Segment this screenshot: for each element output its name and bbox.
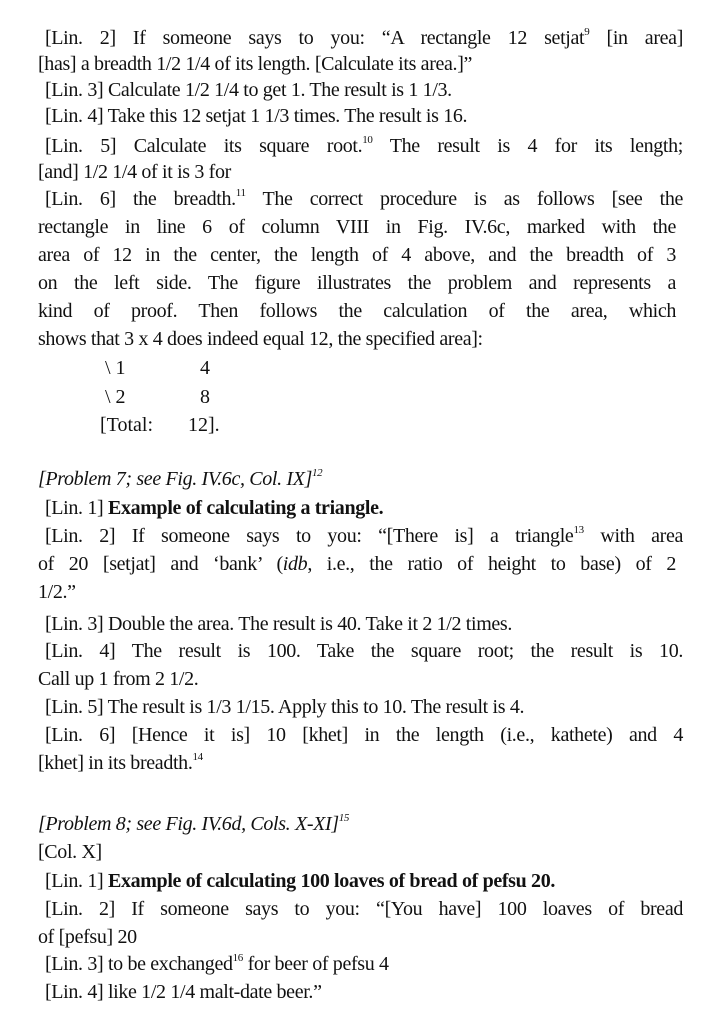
italic-term: idb <box>282 553 308 575</box>
text-line <box>45 26 683 50</box>
text-span: [Lin. 3] to be exchanged <box>45 953 233 975</box>
text-line: [Lin. 4] The result is 100. Take the square root; the result is 10. <box>45 640 683 662</box>
text-line: [and] 1/2 1/4 of it is 3 for <box>38 161 231 183</box>
table-cell: 12]. <box>188 414 220 436</box>
table-cell: \ 2 <box>105 386 126 408</box>
text-span: [Lin. 6] the breadth. <box>45 188 236 210</box>
text-line: [Lin. 3] Calculate 1/2 1/4 to get 1. The result is 1 1/3. <box>45 79 452 101</box>
table-cell: 8 <box>200 386 210 408</box>
text-line: [Lin. 3] Double the area. The result is 40. Take it 2 1/2 times. <box>45 613 513 635</box>
heading-text: [Problem 7; see Fig. IV.6c, Col. IX] <box>38 468 313 490</box>
text-line: [has] a breadth 1/2 1/4 of its length. [Calculate its area.]” <box>38 53 473 75</box>
footnote-ref: 14 <box>192 751 203 763</box>
text-line: [Lin. 2] If someone says to you: “[You have] 100 loaves of bread <box>45 898 683 920</box>
text-span: The result is 4 for its length; <box>372 135 683 157</box>
text-line <box>45 952 389 976</box>
text-span: The correct procedure is as follows [see the <box>245 188 683 210</box>
text-span: [Lin. 2] If someone says to you: “[There is] a triangle <box>45 525 574 547</box>
text-line: [Lin. 4] like 1/2 1/4 malt-date beer.” <box>45 981 322 1003</box>
text-line <box>45 187 683 211</box>
text-line: 1/2.” <box>38 581 76 603</box>
text-line: on the left side. The figure illustrates the problem and represents a <box>38 272 676 294</box>
bold-title: Example of calculating 100 loaves of bread of pefsu 20. <box>107 870 555 892</box>
text-line: [Col. X] <box>38 841 102 863</box>
text-line <box>45 496 383 520</box>
footnote-ref: 11 <box>235 187 246 199</box>
text-span: [Lin. 1] <box>45 870 108 892</box>
text-span: [khet] in its breadth. <box>38 752 193 774</box>
text-span: [in area] <box>589 27 683 49</box>
text-line <box>38 552 676 576</box>
text-line: Call up 1 from 2 1/2. <box>38 668 199 690</box>
problem-7-heading <box>38 467 322 491</box>
text-line: shows that 3 x 4 does indeed equal 12, the specified area]: <box>38 328 483 350</box>
bold-title: Example of calculating a triangle. <box>107 497 384 519</box>
text-span: of 20 [setjat] and ‘bank’ ( <box>38 553 283 575</box>
text-span: [Lin. 2] If someone says to you: “A rectangle 12 setjat <box>45 27 585 49</box>
text-line: [Lin. 6] [Hence it is] 10 [khet] in the length (i.e., kathete) and 4 <box>45 724 683 746</box>
problem-8-heading <box>38 812 349 836</box>
text-line <box>38 751 203 775</box>
footnote-ref: 15 <box>338 812 350 824</box>
text-line: kind of proof. Then follows the calculation of the area, which <box>38 300 676 322</box>
text-line: [Lin. 5] The result is 1/3 1/15. Apply this to 10. The result is 4. <box>45 696 525 718</box>
footnote-ref: 10 <box>362 134 373 146</box>
footnote-ref: 13 <box>573 524 584 536</box>
footnote-ref: 16 <box>232 952 243 964</box>
footnote-ref: 9 <box>584 26 590 38</box>
text-line <box>45 134 683 158</box>
footnote-ref: 12 <box>312 467 323 479</box>
text-line <box>45 524 683 548</box>
text-line: rectangle in line 6 of column VIII in Fig. IV.6c, marked with the <box>38 216 676 238</box>
text-span: for beer of pefsu 4 <box>242 953 389 975</box>
text-span: [Lin. 5] Calculate its square root. <box>45 135 363 157</box>
text-span: with area <box>583 525 683 547</box>
text-line <box>45 869 555 893</box>
text-line: of [pefsu] 20 <box>38 926 137 948</box>
table-cell: 4 <box>200 357 210 379</box>
text-span: , i.e., the ratio of height to base) of 2 <box>307 553 676 575</box>
text-span: [Lin. 1] <box>45 497 108 519</box>
text-line: area of 12 in the center, the length of 4 above, and the breadth of 3 <box>38 244 676 266</box>
table-cell: [Total: <box>100 414 154 436</box>
heading-text: [Problem 8; see Fig. IV.6d, Cols. X-XI] <box>38 813 339 835</box>
text-line: [Lin. 4] Take this 12 setjat 1 1/3 times. The result is 16. <box>45 105 468 127</box>
table-cell: \ 1 <box>105 357 126 379</box>
